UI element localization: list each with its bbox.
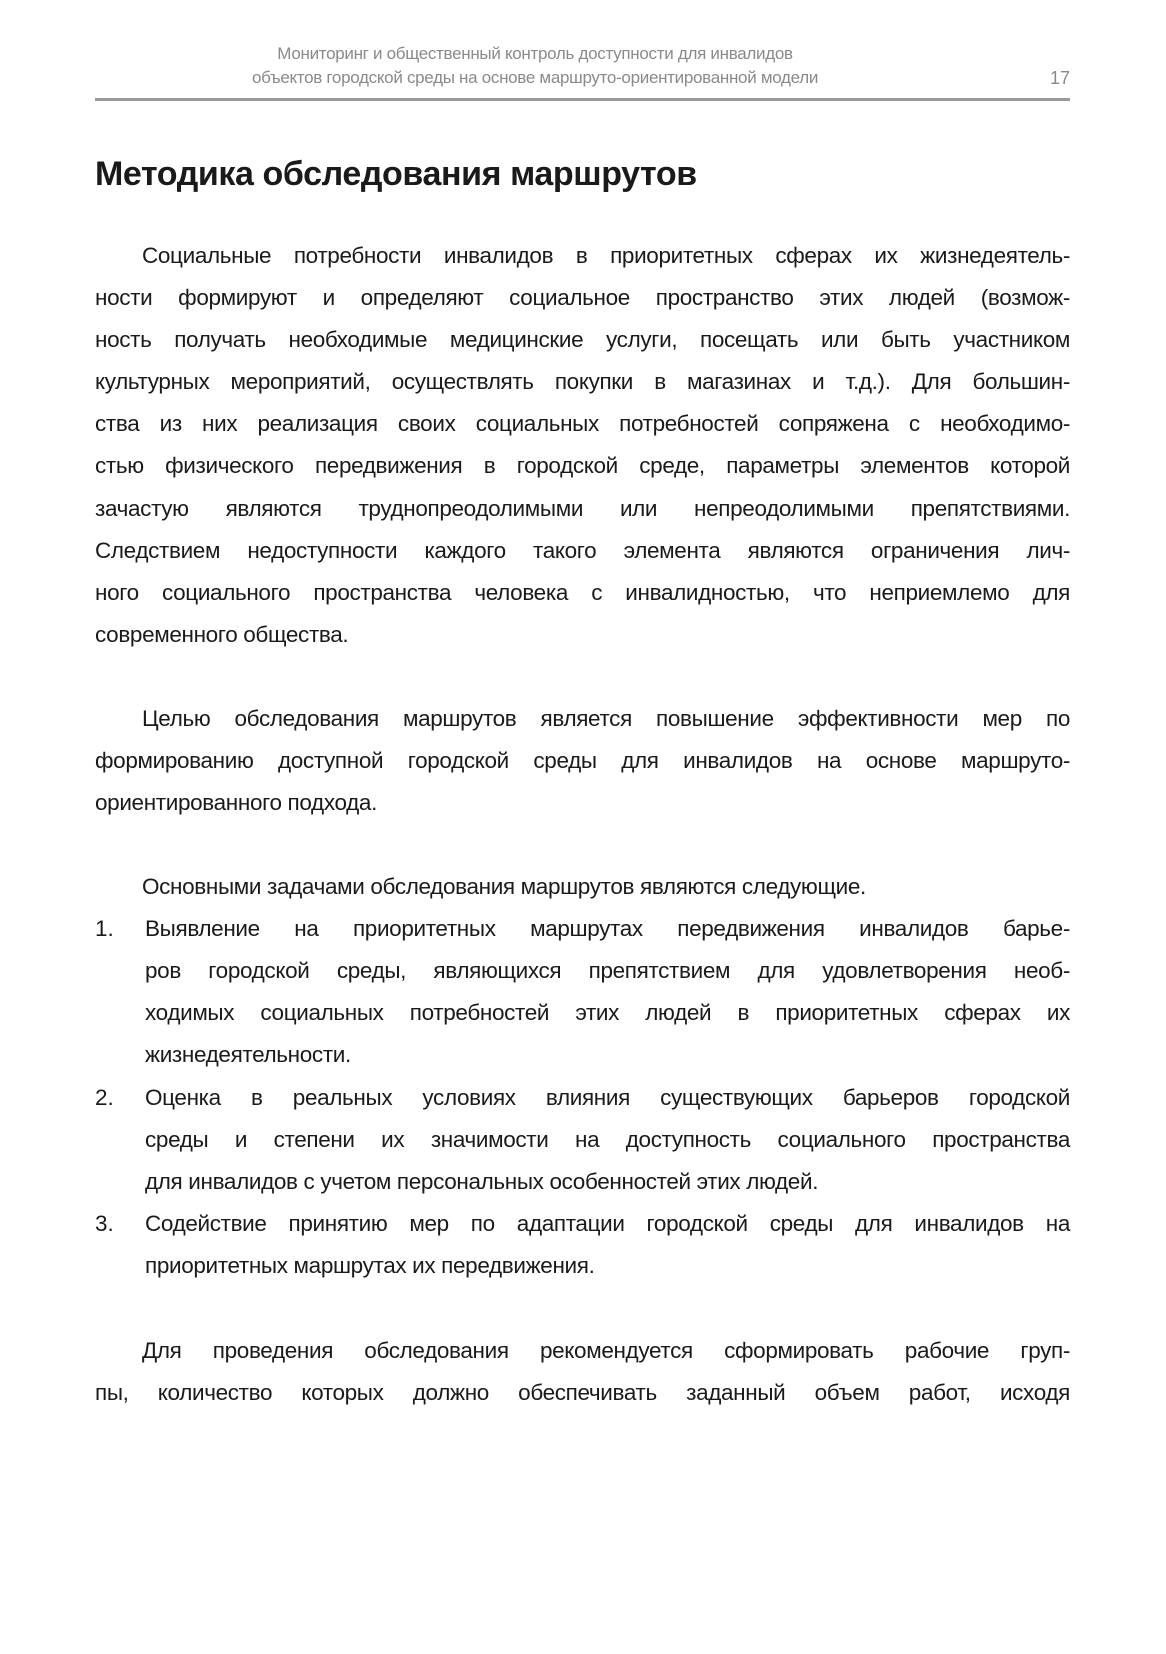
text-line: пы, количество которых должно обеспечивать заданный объем работ, исходя: [95, 1380, 1070, 1405]
text-line: приоритетных маршрутах их передвижения.: [145, 1253, 595, 1278]
text-line: жизнедеятельности.: [145, 1042, 351, 1067]
text-line: Содействие принятию мер по адаптации городской среды для инвалидов на: [145, 1211, 1070, 1236]
text-line: Целью обследования маршрутов является повышение эффективности мер по: [142, 706, 1070, 731]
text-line: Социальные потребности инвалидов в приоритетных сферах их жизнедеятель-: [142, 243, 1070, 268]
text-line: ства из них реализация своих социальных потребностей сопряжена с необходимо-: [95, 411, 1070, 436]
header-divider: [95, 98, 1070, 101]
text-line: ров городской среды, являющихся препятствием для удовлетворения необ-: [145, 958, 1070, 983]
text-line: ного социального пространства человека с инвалидностью, что неприемлемо для: [95, 580, 1070, 605]
header-title-line-2: объектов городской среды на основе маршруто-ориентированной модели: [251, 68, 819, 87]
text-line: Для проведения обследования рекомендуется сформировать рабочие груп-: [142, 1338, 1070, 1363]
text-line: среды и степени их значимости на доступность социального пространства: [145, 1127, 1070, 1152]
text-line: ность получать необходимые медицинские услуги, посещать или быть участником: [95, 327, 1070, 352]
tasks-intro: Основными задачами обследования маршрутов являются следующие.: [142, 874, 866, 899]
text-line: стью физического передвижения в городской среде, параметры элементов которой: [95, 453, 1070, 478]
running-header: [95, 42, 1070, 102]
list-item-number: 3.: [95, 1211, 114, 1236]
text-line: формированию доступной городской среды для инвалидов на основе маршруто-: [95, 748, 1070, 773]
text-line: зачастую являются труднопреодолимыми или непреодолимыми препятствиями.: [95, 496, 1070, 521]
text-line: Следствием недоступности каждого такого элемента являются ограничения лич-: [95, 538, 1070, 563]
text-line: ориентированного подхода.: [95, 790, 377, 815]
list-item-number: 1.: [95, 916, 114, 941]
list-item-number: 2.: [95, 1085, 114, 1110]
text-line: современного общества.: [95, 622, 349, 647]
text-line: Выявление на приоритетных маршрутах передвижения инвалидов барье-: [145, 916, 1070, 941]
page-number: 17: [1049, 68, 1070, 88]
text-line: Оценка в реальных условиях влияния существующих барьеров городской: [145, 1085, 1070, 1110]
header-title-line-1: Мониторинг и общественный контроль доступности для инвалидов: [277, 44, 793, 63]
text-line: культурных мероприятий, осуществлять покупки в магазинах и т.д.). Для большин-: [95, 369, 1070, 394]
text-line: ходимых социальных потребностей этих людей в приоритетных сферах их: [145, 1000, 1070, 1025]
text-line: ности формируют и определяют социальное пространство этих людей (возмож-: [95, 285, 1070, 310]
text-line: для инвалидов с учетом персональных особенностей этих людей.: [145, 1169, 819, 1194]
section-title: Методика обследования маршрутов: [95, 155, 697, 193]
